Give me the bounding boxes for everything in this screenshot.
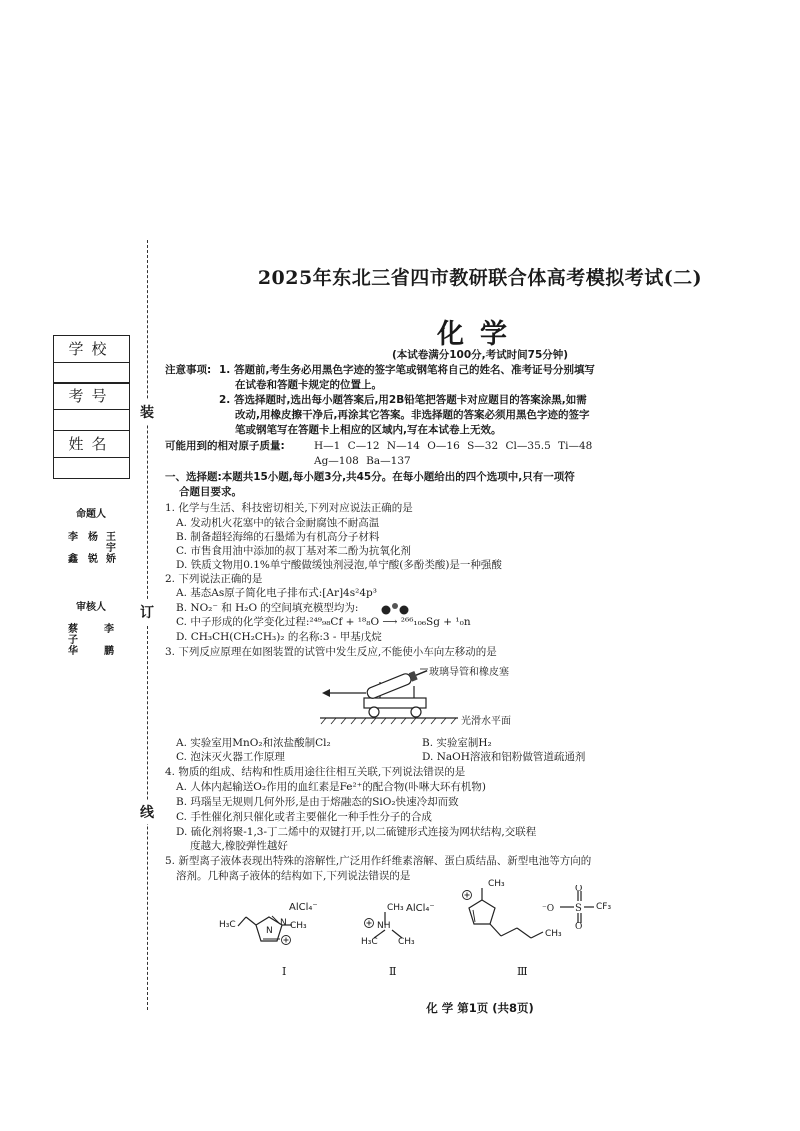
atomic-mass-label: 可能用到的相对原子质量: [165, 440, 285, 452]
q3-option-c: C. 泡沫灭火器工作原理 [176, 751, 285, 763]
notes-item-1-line-1: 1. 答题前,考生务必用黑色字迹的签字笔或钢笔将自己的姓名、准考证号分别填写 [219, 364, 595, 376]
structure-i-ch3: CH₃ [290, 921, 307, 931]
page-footer: 化 学 第1页 (共8页) [426, 1001, 534, 1015]
atomic-mass-line-2: Ag—108 Ba—137 [314, 455, 411, 467]
q1-option-d: D. 铁质文物用0.1%单宁酸做缓蚀剂浸泡,单宁酸(多酚类酸)是一种强酸 [176, 559, 502, 571]
notes-item-2-line-3: 笔或钢笔写在答题卡上相应的区域内,写在本试卷上无效。 [235, 424, 502, 436]
q2-option-a: A. 基态As原子简化电子排布式:[Ar]4s²4p³ [176, 587, 377, 599]
triflate-cf3: CF₃ [596, 902, 612, 912]
proposers-title: 命题人 [76, 509, 106, 520]
structure-ii-h3c: H₃C [361, 937, 378, 947]
label-structure-i: Ⅰ [282, 965, 287, 978]
exam-number-label: 考号 [54, 383, 129, 410]
notes-label: 注意事项: [165, 364, 212, 376]
q4-option-b: B. 玛瑙呈无规则几何外形,是由于熔融态的SiO₂快速冷却而致 [176, 796, 459, 808]
structure-i-n: N [266, 926, 273, 936]
structure-ii-anion: AlCl₄⁻ [406, 903, 435, 914]
svg-text:O: O [575, 922, 583, 929]
space-filling-model-icon [378, 600, 412, 616]
q4-stem: 4. 物质的组成、结构和性质用途往往相互关联,下列说法错误的是 [165, 766, 466, 778]
section-heading-line-1: 一、选择题:本题共15小题,每小题3分,共45分。在每小题给出的四个选项中,只有一项符 [165, 471, 575, 483]
q2-option-b: B. NO₂⁻ 和 H₂O 的空间填充模型均为: [176, 602, 359, 614]
binding-char-xian: 线 [140, 800, 154, 824]
structure-i-n2: N [280, 918, 287, 928]
q3-stem: 3. 下列反应原理在如图装置的试管中发生反应,不能使小车向左移动的是 [165, 646, 497, 658]
q4-option-d-line-1: D. 硫化剂将聚-1,3-丁二烯中的双键打开,以二硫键形式连接为网状结构,交联程 [176, 826, 537, 838]
name-label: 姓名 [54, 431, 129, 458]
school-label: 学校 [54, 336, 129, 363]
structure-i-anion: AlCl₄⁻ [289, 902, 318, 913]
svg-text:S: S [575, 903, 582, 914]
svg-text:⁻O: ⁻O [542, 904, 555, 914]
reviewer-name: 鹏 [104, 646, 114, 657]
name-box [53, 430, 130, 479]
notes-item-1-line-2: 在试卷和答题卡规定的位置上。 [235, 379, 382, 391]
q3-label-tube: 玻璃导管和橡皮塞 [429, 667, 509, 678]
name-field[interactable] [54, 458, 129, 478]
structure-ii-ch3: CH₃ [387, 903, 404, 913]
notes-item-2-line-2: 改动,用橡皮擦干净后,再涂其它答案。非选择题的答案必须用黑色字迹的签字 [235, 409, 590, 421]
q5-stem-line-2: 溶剂。几种离子液体的结构如下,下列说法错误的是 [176, 870, 411, 882]
structure-ii-nh: NH [377, 921, 391, 931]
subject-title: 化学 [437, 319, 523, 350]
q1-option-c: C. 市售食用油中添加的叔丁基对苯二酚为抗氧化剂 [176, 545, 411, 557]
binding-char-zhuang: 装 [140, 400, 154, 424]
reviewer-name: 华 [68, 646, 78, 657]
label-structure-ii: Ⅱ [389, 965, 397, 978]
proposer-name: 王 [106, 532, 116, 543]
svg-text:O: O [575, 885, 583, 894]
q4-option-a: A. 人体内起输送O₂作用的血红素是Fe²⁺的配合物(卟啉大环有机物) [176, 781, 486, 793]
structure-iii-ch3: CH₃ [488, 879, 505, 889]
school-field[interactable] [54, 363, 129, 383]
reviewer-name: 蔡 [68, 624, 78, 635]
q2-option-d: D. CH₃CH(CH₂CH₃)₂ 的名称:3 - 甲基戊烷 [176, 631, 382, 643]
q1-stem: 1. 化学与生活、科技密切相关,下列对应说法正确的是 [165, 502, 413, 514]
q3-option-b: B. 实验室制H₂ [422, 737, 492, 749]
structure-iii-ch3-tail: CH₃ [545, 929, 562, 939]
q3-option-a: A. 实验室用MnO₂和浓盐酸制Cl₂ [176, 737, 331, 749]
q2-stem: 2. 下列说法正确的是 [165, 573, 263, 585]
school-box [53, 335, 130, 384]
q2-option-c: C. 中子形成的化学变化过程:²⁴⁹₉₈Cf + ¹⁸₈O ⟶ ²⁶⁶₁₀₆Sg + ¹₀n [176, 616, 471, 628]
proposer-name: 锐 [88, 554, 98, 565]
binding-char-ding: 订 [140, 600, 154, 624]
section-heading-line-2: 合题目要求。 [179, 486, 242, 498]
proposer-name: 宇 [106, 543, 116, 554]
q4-option-d-line-2: 度越大,橡胶弹性越好 [190, 840, 288, 852]
structure-i-h3c: H₃C [219, 920, 236, 930]
reviewers-title: 审核人 [76, 602, 106, 613]
atomic-mass-line-1: H—1 C—12 N—14 O—16 S—32 Cl—35.5 Ti—48 [314, 440, 593, 452]
q4-option-c: C. 手性催化剂只催化或者主要催化一种手性分子的合成 [176, 811, 432, 823]
proposer-name: 娇 [106, 554, 116, 565]
reviewer-name: 李 [104, 624, 114, 635]
q3-label-surface: 光滑水平面 [461, 716, 511, 727]
q3-option-d: D. NaOH溶液和铝粉做管道疏通剂 [422, 751, 586, 763]
reviewer-name: 子 [68, 635, 78, 646]
proposer-name: 鑫 [68, 554, 78, 565]
exam-number-field[interactable] [54, 410, 129, 430]
label-structure-iii: Ⅲ [517, 965, 528, 978]
binding-dashed-line [147, 240, 148, 1010]
exam-subinfo: (本试卷满分100分,考试时间75分钟) [391, 349, 569, 361]
structure-ii-ch3-2: CH₃ [398, 937, 415, 947]
q1-option-a: A. 发动机火花塞中的铱合金耐腐蚀不耐高温 [176, 517, 380, 529]
proposer-name: 李 [68, 532, 78, 543]
notes-item-2-line-1: 2. 答选择题时,选出每小题答案后,用2B铅笔把答题卡对应题目的答案涂黑,如需 [219, 394, 587, 406]
q5-stem-line-1: 5. 新型离子液体表现出特殊的溶解性,广泛用作纤维素溶解、蛋白质结晶、新型电池等方向的 [165, 855, 592, 867]
q1-option-b: B. 制备超轻海绵的石墨烯为有机高分子材料 [176, 531, 380, 543]
proposer-name: 杨 [88, 532, 98, 543]
exam-number-box [53, 382, 130, 431]
exam-title: 2025年东北三省四市教研联合体高考模拟考试(二) [257, 267, 703, 289]
